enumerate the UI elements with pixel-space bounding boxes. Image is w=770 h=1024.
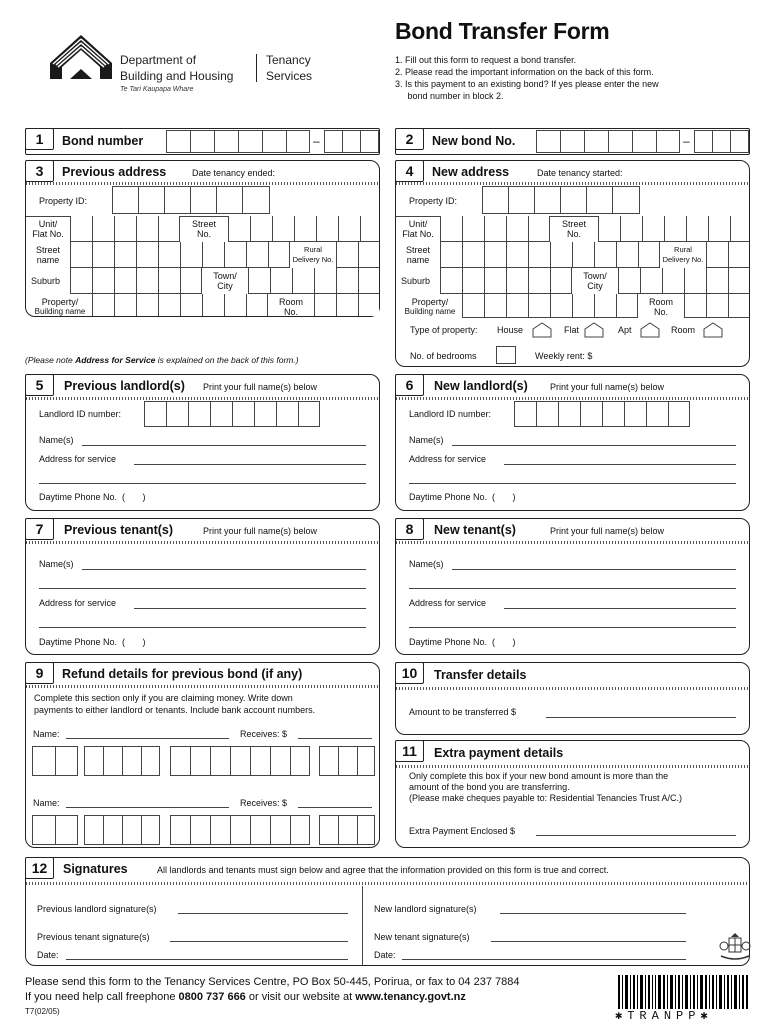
address-label: Address for service <box>409 598 487 608</box>
extra-instruction-2: amount of the bond you are transferring. <box>409 782 570 792</box>
section-number: 3 <box>25 160 54 182</box>
address-label: Address for service <box>409 454 487 464</box>
suburb-label: Suburb <box>31 276 61 286</box>
refund-name-input-2[interactable] <box>66 807 229 808</box>
section-1-bond-number <box>25 128 380 155</box>
refund-instruction-1: Complete this section only if you are claiming money. Write down <box>34 693 293 703</box>
prev-date-input[interactable] <box>66 959 348 960</box>
address-input[interactable] <box>134 464 366 465</box>
section-number: 4 <box>395 160 424 182</box>
room-no-label: Room No. <box>648 297 673 317</box>
transfer-amount-input[interactable] <box>546 717 736 718</box>
section-number: 7 <box>25 518 54 540</box>
apt-checkbox[interactable] <box>640 322 660 338</box>
street-name-input[interactable] <box>440 242 660 268</box>
town-input[interactable] <box>618 268 749 294</box>
names-label: Name(s) <box>39 435 74 445</box>
new-bond-check-input[interactable] <box>694 130 749 153</box>
dept-name: Department of Building and Housing <box>120 53 234 83</box>
bank-account-input-2[interactable] <box>84 746 160 776</box>
dash: – <box>683 134 690 148</box>
landlord-id-label: Landlord ID number: <box>409 409 492 419</box>
section-3-previous-address <box>25 160 380 317</box>
property-name-label: Property/ Building name <box>34 297 86 316</box>
rural-delivery-label: Rural Delivery No. <box>292 245 334 264</box>
instructions: 1. Fill out this form to request a bond transfer. 2. Please read the important information on the back of this form. 3. Is this payment to an existing bond? If yes please enter the new bond number in block 2. <box>395 55 659 101</box>
new-tenant-sig-input[interactable] <box>491 941 686 942</box>
barcode-text: ✱TRANPP✱ <box>615 1009 713 1023</box>
bank-account-input-5[interactable] <box>32 815 78 845</box>
section-title: New address <box>432 165 510 179</box>
address-input[interactable] <box>504 608 736 609</box>
section-6-new-landlord <box>395 374 750 511</box>
landlord-id-input[interactable] <box>144 401 320 427</box>
refund-amount-input[interactable] <box>298 738 372 739</box>
new-landlord-sig-label: New landlord signature(s) <box>374 904 477 914</box>
section-10-transfer-details <box>395 662 750 735</box>
maori-name: Te Tari Kaupapa Whare <box>120 86 194 93</box>
section-subtitle: Print your full name(s) below <box>550 526 665 536</box>
prev-landlord-sig-input[interactable] <box>178 913 348 914</box>
phone-label: Daytime Phone No. ( ) <box>39 637 146 647</box>
section-number: 11 <box>395 740 424 762</box>
section-7-previous-tenant <box>25 518 380 655</box>
phone-label: Daytime Phone No. ( ) <box>39 492 146 502</box>
section-title: New tenant(s) <box>434 523 516 537</box>
rural-delivery-label: Rural Delivery No. <box>662 245 704 264</box>
form-code: T7(02/05) <box>25 1007 60 1016</box>
tenancy-services: Tenancy Services <box>266 53 313 83</box>
names-input[interactable] <box>452 569 736 570</box>
names-input[interactable] <box>82 569 366 570</box>
address-input-2[interactable] <box>39 483 366 484</box>
date-label: Date: <box>374 950 396 960</box>
new-tenant-sig-label: New tenant signature(s) <box>374 932 470 942</box>
dash: – <box>313 134 320 148</box>
section-title: Previous address <box>62 165 167 179</box>
new-bond-number-input[interactable] <box>536 130 680 153</box>
section-12-signatures <box>25 857 750 966</box>
bank-account-input-4[interactable] <box>319 746 375 776</box>
bank-account-input-3[interactable] <box>170 746 310 776</box>
signatures-instruction: All landlords and tenants must sign below and agree that the information provided on this form is true and correct. <box>157 865 609 875</box>
property-id-input[interactable] <box>482 186 640 214</box>
refund-amount-input-2[interactable] <box>298 807 372 808</box>
new-date-input[interactable] <box>402 959 686 960</box>
section-title: Bond number <box>62 134 144 148</box>
section-number: 9 <box>25 662 54 684</box>
section-title: Previous landlord(s) <box>64 379 185 393</box>
property-name-label: Property/ Building name <box>404 297 456 316</box>
date-ended-label: Date tenancy ended: <box>192 168 276 178</box>
bank-account-input[interactable] <box>32 746 78 776</box>
extra-payment-input[interactable] <box>536 835 736 836</box>
street-name-label: Street name <box>35 245 60 265</box>
section-5-previous-landlord <box>25 374 380 511</box>
rural-delivery-input[interactable] <box>706 242 749 268</box>
section-number: 1 <box>25 128 54 150</box>
section-number: 12 <box>25 857 54 879</box>
logo-separator <box>256 54 257 82</box>
prev-tenant-sig-label: Previous tenant signature(s) <box>37 932 150 942</box>
section-9-refund-details <box>25 662 380 848</box>
section-subtitle: Print your full name(s) below <box>550 382 665 392</box>
apt-label: Apt <box>618 325 632 335</box>
footer-instructions: Please send this form to the Tenancy Services Centre, PO Box 50-445, Porirua, or fax to 04 237 7884 If you need help call freephone 0800 737 666 or visit our website at www.tenancy.govt.nz <box>25 976 520 1003</box>
flat-label: Flat <box>564 325 580 335</box>
town-input[interactable] <box>248 268 379 294</box>
date-started-label: Date tenancy started: <box>537 168 623 178</box>
names-input-2[interactable] <box>409 588 736 589</box>
date-label: Date: <box>37 950 59 960</box>
receives-label: Receives: $ <box>240 798 288 808</box>
names-label: Name(s) <box>409 435 444 445</box>
names-label: Name(s) <box>39 559 74 569</box>
street-name-label: Street name <box>405 245 430 265</box>
town-label: Town/ City <box>213 271 237 291</box>
street-no-input[interactable] <box>598 216 749 242</box>
refund-instruction-2: payments to either landlord or tenants. Include bank account numbers. <box>34 705 316 715</box>
extra-enclosed-label: Extra Payment Enclosed $ <box>409 826 516 836</box>
flat-checkbox[interactable] <box>584 322 604 338</box>
section-title: Signatures <box>63 862 128 876</box>
bond-number-input[interactable] <box>166 130 310 153</box>
new-landlord-sig-input[interactable] <box>500 913 686 914</box>
prev-tenant-sig-input[interactable] <box>170 941 348 942</box>
name-label: Name: <box>33 798 60 808</box>
town-label: Town/ City <box>583 271 607 291</box>
barcode-icon <box>618 975 748 1009</box>
unit-label: Unit/ Flat No. <box>32 219 64 239</box>
section-title: New bond No. <box>432 134 516 148</box>
landlord-id-label: Landlord ID number: <box>39 409 122 419</box>
address-input[interactable] <box>504 464 736 465</box>
names-input[interactable] <box>452 445 736 446</box>
suburb-label: Suburb <box>401 276 431 286</box>
property-type-label: Type of property: <box>410 325 478 335</box>
section-number: 8 <box>395 518 424 540</box>
receives-label: Receives: $ <box>240 729 288 739</box>
property-name-input[interactable] <box>462 294 638 318</box>
extra-instruction-1: Only complete this box if your new bond amount is more than the <box>409 771 669 781</box>
landlord-id-input[interactable] <box>514 401 690 427</box>
unit-input[interactable] <box>440 216 550 242</box>
extra-instruction-3: (Please make cheques payable to: Residential Tenancies Trust A/C.) <box>409 793 682 803</box>
bedrooms-label: No. of bedrooms <box>410 351 477 361</box>
prev-landlord-sig-label: Previous landlord signature(s) <box>37 904 157 914</box>
property-id-label: Property ID: <box>39 196 88 206</box>
address-label: Address for service <box>39 598 117 608</box>
unit-label: Unit/ Flat No. <box>402 219 434 239</box>
address-input-2[interactable] <box>39 627 366 628</box>
address-input-2[interactable] <box>409 627 736 628</box>
street-no-label: Street No. <box>561 219 586 239</box>
section-4-new-address <box>395 160 750 367</box>
bank-account-input-7[interactable] <box>170 815 310 845</box>
street-no-label: Street No. <box>191 219 216 239</box>
section-subtitle: Print your full name(s) below <box>203 382 318 392</box>
bedrooms-input[interactable] <box>496 346 516 364</box>
names-label: Name(s) <box>409 559 444 569</box>
section-11-extra-payment <box>395 740 750 848</box>
address-input[interactable] <box>134 608 366 609</box>
property-name-input[interactable] <box>92 294 268 316</box>
section-number: 6 <box>395 374 424 396</box>
property-id-label: Property ID: <box>409 196 458 206</box>
name-label: Name: <box>33 729 60 739</box>
form-title: Bond Transfer Form <box>395 18 610 44</box>
address-label: Address for service <box>39 454 117 464</box>
section-2-new-bond <box>395 128 750 155</box>
crest-icon <box>718 932 752 964</box>
section-title: Previous tenant(s) <box>64 523 174 537</box>
refund-name-input[interactable] <box>66 738 229 739</box>
amount-label: Amount to be transferred $ <box>409 707 517 717</box>
section-title: New landlord(s) <box>434 379 528 393</box>
section-title: Refund details for previous bond (if any) <box>62 667 303 681</box>
section-title: Transfer details <box>434 668 527 682</box>
house-label: House <box>497 325 524 335</box>
room-checkbox[interactable] <box>703 322 723 338</box>
house-checkbox[interactable] <box>532 322 552 338</box>
room-no-label: Room No. <box>278 297 303 317</box>
unit-input[interactable] <box>70 216 180 242</box>
phone-label: Daytime Phone No. ( ) <box>409 637 516 647</box>
room-no-input[interactable] <box>314 294 379 316</box>
address-service-note: (Please note Address for Service is explained on the back of this form.) <box>25 355 299 365</box>
bank-account-input-6[interactable] <box>84 815 160 845</box>
names-input[interactable] <box>82 445 366 446</box>
department-logo <box>48 33 114 79</box>
phone-label: Daytime Phone No. ( ) <box>409 492 516 502</box>
names-input-2[interactable] <box>39 588 366 589</box>
suburb-input[interactable] <box>440 268 572 294</box>
rural-delivery-input[interactable] <box>336 242 379 268</box>
section-subtitle: Print your full name(s) below <box>203 526 318 536</box>
section-number: 10 <box>395 662 424 684</box>
bond-number-check-input[interactable] <box>324 130 379 153</box>
address-input-2[interactable] <box>409 483 736 484</box>
weekly-rent-label: Weekly rent: $ <box>535 351 593 361</box>
section-number: 2 <box>395 128 424 150</box>
section-title: Extra payment details <box>434 746 564 760</box>
street-no-input[interactable] <box>228 216 379 242</box>
bank-account-input-8[interactable] <box>319 815 375 845</box>
property-id-input[interactable] <box>112 186 270 214</box>
suburb-input[interactable] <box>70 268 202 294</box>
section-number: 5 <box>25 374 54 396</box>
room-label: Room <box>671 325 696 335</box>
section-8-new-tenant <box>395 518 750 655</box>
street-name-input[interactable] <box>70 242 290 268</box>
room-no-input[interactable] <box>684 294 749 318</box>
